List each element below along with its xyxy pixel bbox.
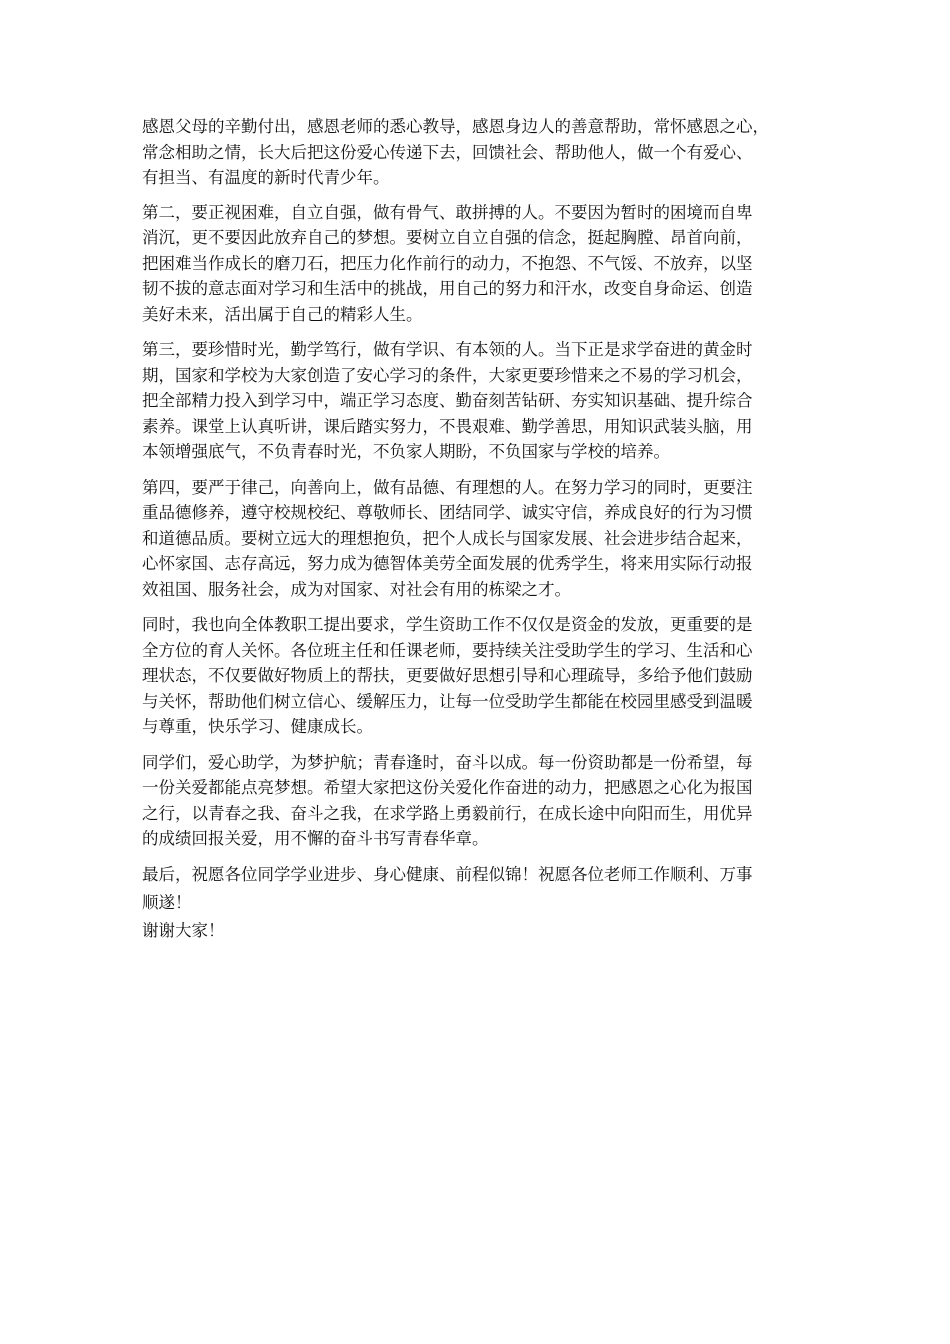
text-line: 全方位的育人关怀。各位班主任和任课老师，要持续关注受助学生的学习、生活和心 xyxy=(142,640,753,660)
text-line: 重品德修养，遵守校规校纪、尊敬师长、团结同学、诚实守信，养成良好的行为习惯 xyxy=(142,503,753,522)
text-line: 有担当、有温度的新时代青少年。 xyxy=(142,168,390,187)
text-line: 最后，祝愿各位同学学业进步、身心健康、前程似锦！祝愿各位老师工作顺利、万事 xyxy=(142,864,753,884)
paragraph-second-point xyxy=(142,200,812,328)
paragraph-gratitude xyxy=(142,114,812,191)
paragraph-fourth-point xyxy=(142,475,812,603)
text-line: 与尊重，快乐学习、健康成长。 xyxy=(142,717,373,736)
text-line: 本领增强底气，不负青春时光，不负家人期盼，不负国家与学校的培养。 xyxy=(142,442,670,461)
text-line: 把困难当作成长的磨刀石，把压力化作前行的动力，不抱怨、不气馁、不放弃，以坚 xyxy=(142,253,753,273)
text-line: 顺遂！ xyxy=(142,892,192,912)
paragraph-third-point xyxy=(142,337,812,465)
paragraph-closing xyxy=(142,861,812,945)
text-line: 美好未来，活出属于自己的精彩人生。 xyxy=(142,304,423,324)
text-line: 期，国家和学校为大家创造了安心学习的条件，大家更要珍惜来之不易的学习机会， xyxy=(142,365,753,385)
text-line: 消沉，更不要因此放弃自己的梦想。要树立自立自强的信念，挺起胸膛、昂首向前， xyxy=(142,228,753,247)
thanks-line: 谢谢大家！ xyxy=(142,920,225,940)
text-line: 一份关爱都能点亮梦想。希望大家把这份关爱化作奋进的动力，把感恩之心化为报国 xyxy=(142,778,753,797)
text-line: 和道德品质。要树立远大的理想抱负，把个人成长与国家发展、社会进步结合起来， xyxy=(142,528,753,548)
text-line: 同学们，爱心助学，为梦护航；青春逢时，奋斗以成。每一份资助都是一份希望，每 xyxy=(142,752,753,772)
text-line: 第三，要珍惜时光，勤学笃行，做有学识、有本领的人。当下正是求学奋进的黄金时 xyxy=(142,340,753,359)
text-line: 第四，要严于律己，向善向上，做有品德、有理想的人。在努力学习的同时，更要注 xyxy=(142,477,753,497)
text-line: 感恩父母的辛勤付出，感恩老师的悉心教导，感恩身边人的善意帮助，常怀感恩之心， xyxy=(142,117,769,136)
paragraph-encouragement xyxy=(142,750,812,852)
text-line: 韧不拔的意志面对学习和生活中的挑战，用自己的努力和汗水，改变自身命运、创造 xyxy=(142,279,753,298)
text-line: 常念相助之情，长大后把这份爱心传递下去，回馈社会、帮助他人，做一个有爱心、 xyxy=(142,142,753,162)
text-line: 素养。课堂上认真听讲，课后踏实努力，不畏艰难、勤学善思，用知识武装头脑，用 xyxy=(142,416,753,436)
text-line: 理状态，不仅要做好物质上的帮扶，更要做好思想引导和心理疏导，多给予他们鼓励 xyxy=(142,666,753,685)
text-line: 第二，要正视困难，自立自强，做有骨气、敢拼搏的人。不要因为暂时的困境而自卑 xyxy=(142,202,753,222)
text-line: 心怀家国、志存高远，努力成为德智体美劳全面发展的优秀学生，将来用实际行动报 xyxy=(142,554,753,573)
paragraph-staff-requirements xyxy=(142,612,812,740)
text-line: 的成绩回报关爱，用不懈的奋斗书写青春华章。 xyxy=(142,829,489,848)
text-line: 与关怀，帮助他们树立信心、缓解压力，让每一位受助学生都能在校园里感受到温暖 xyxy=(142,691,753,711)
text-line: 把全部精力投入到学习中，端正学习态度、勤奋刻苦钻研、夯实知识基础、提升综合 xyxy=(142,391,753,410)
text-line: 之行，以青春之我、奋斗之我，在求学路上勇毅前行，在成长途中向阳而生，用优异 xyxy=(142,803,753,823)
text-line: 效祖国、服务社会，成为对国家、对社会有用的栋梁之才。 xyxy=(142,579,571,599)
text-line: 同时，我也向全体教职工提出要求，学生资助工作不仅仅是资金的发放，更重要的是 xyxy=(142,615,753,634)
document-body xyxy=(142,114,812,945)
